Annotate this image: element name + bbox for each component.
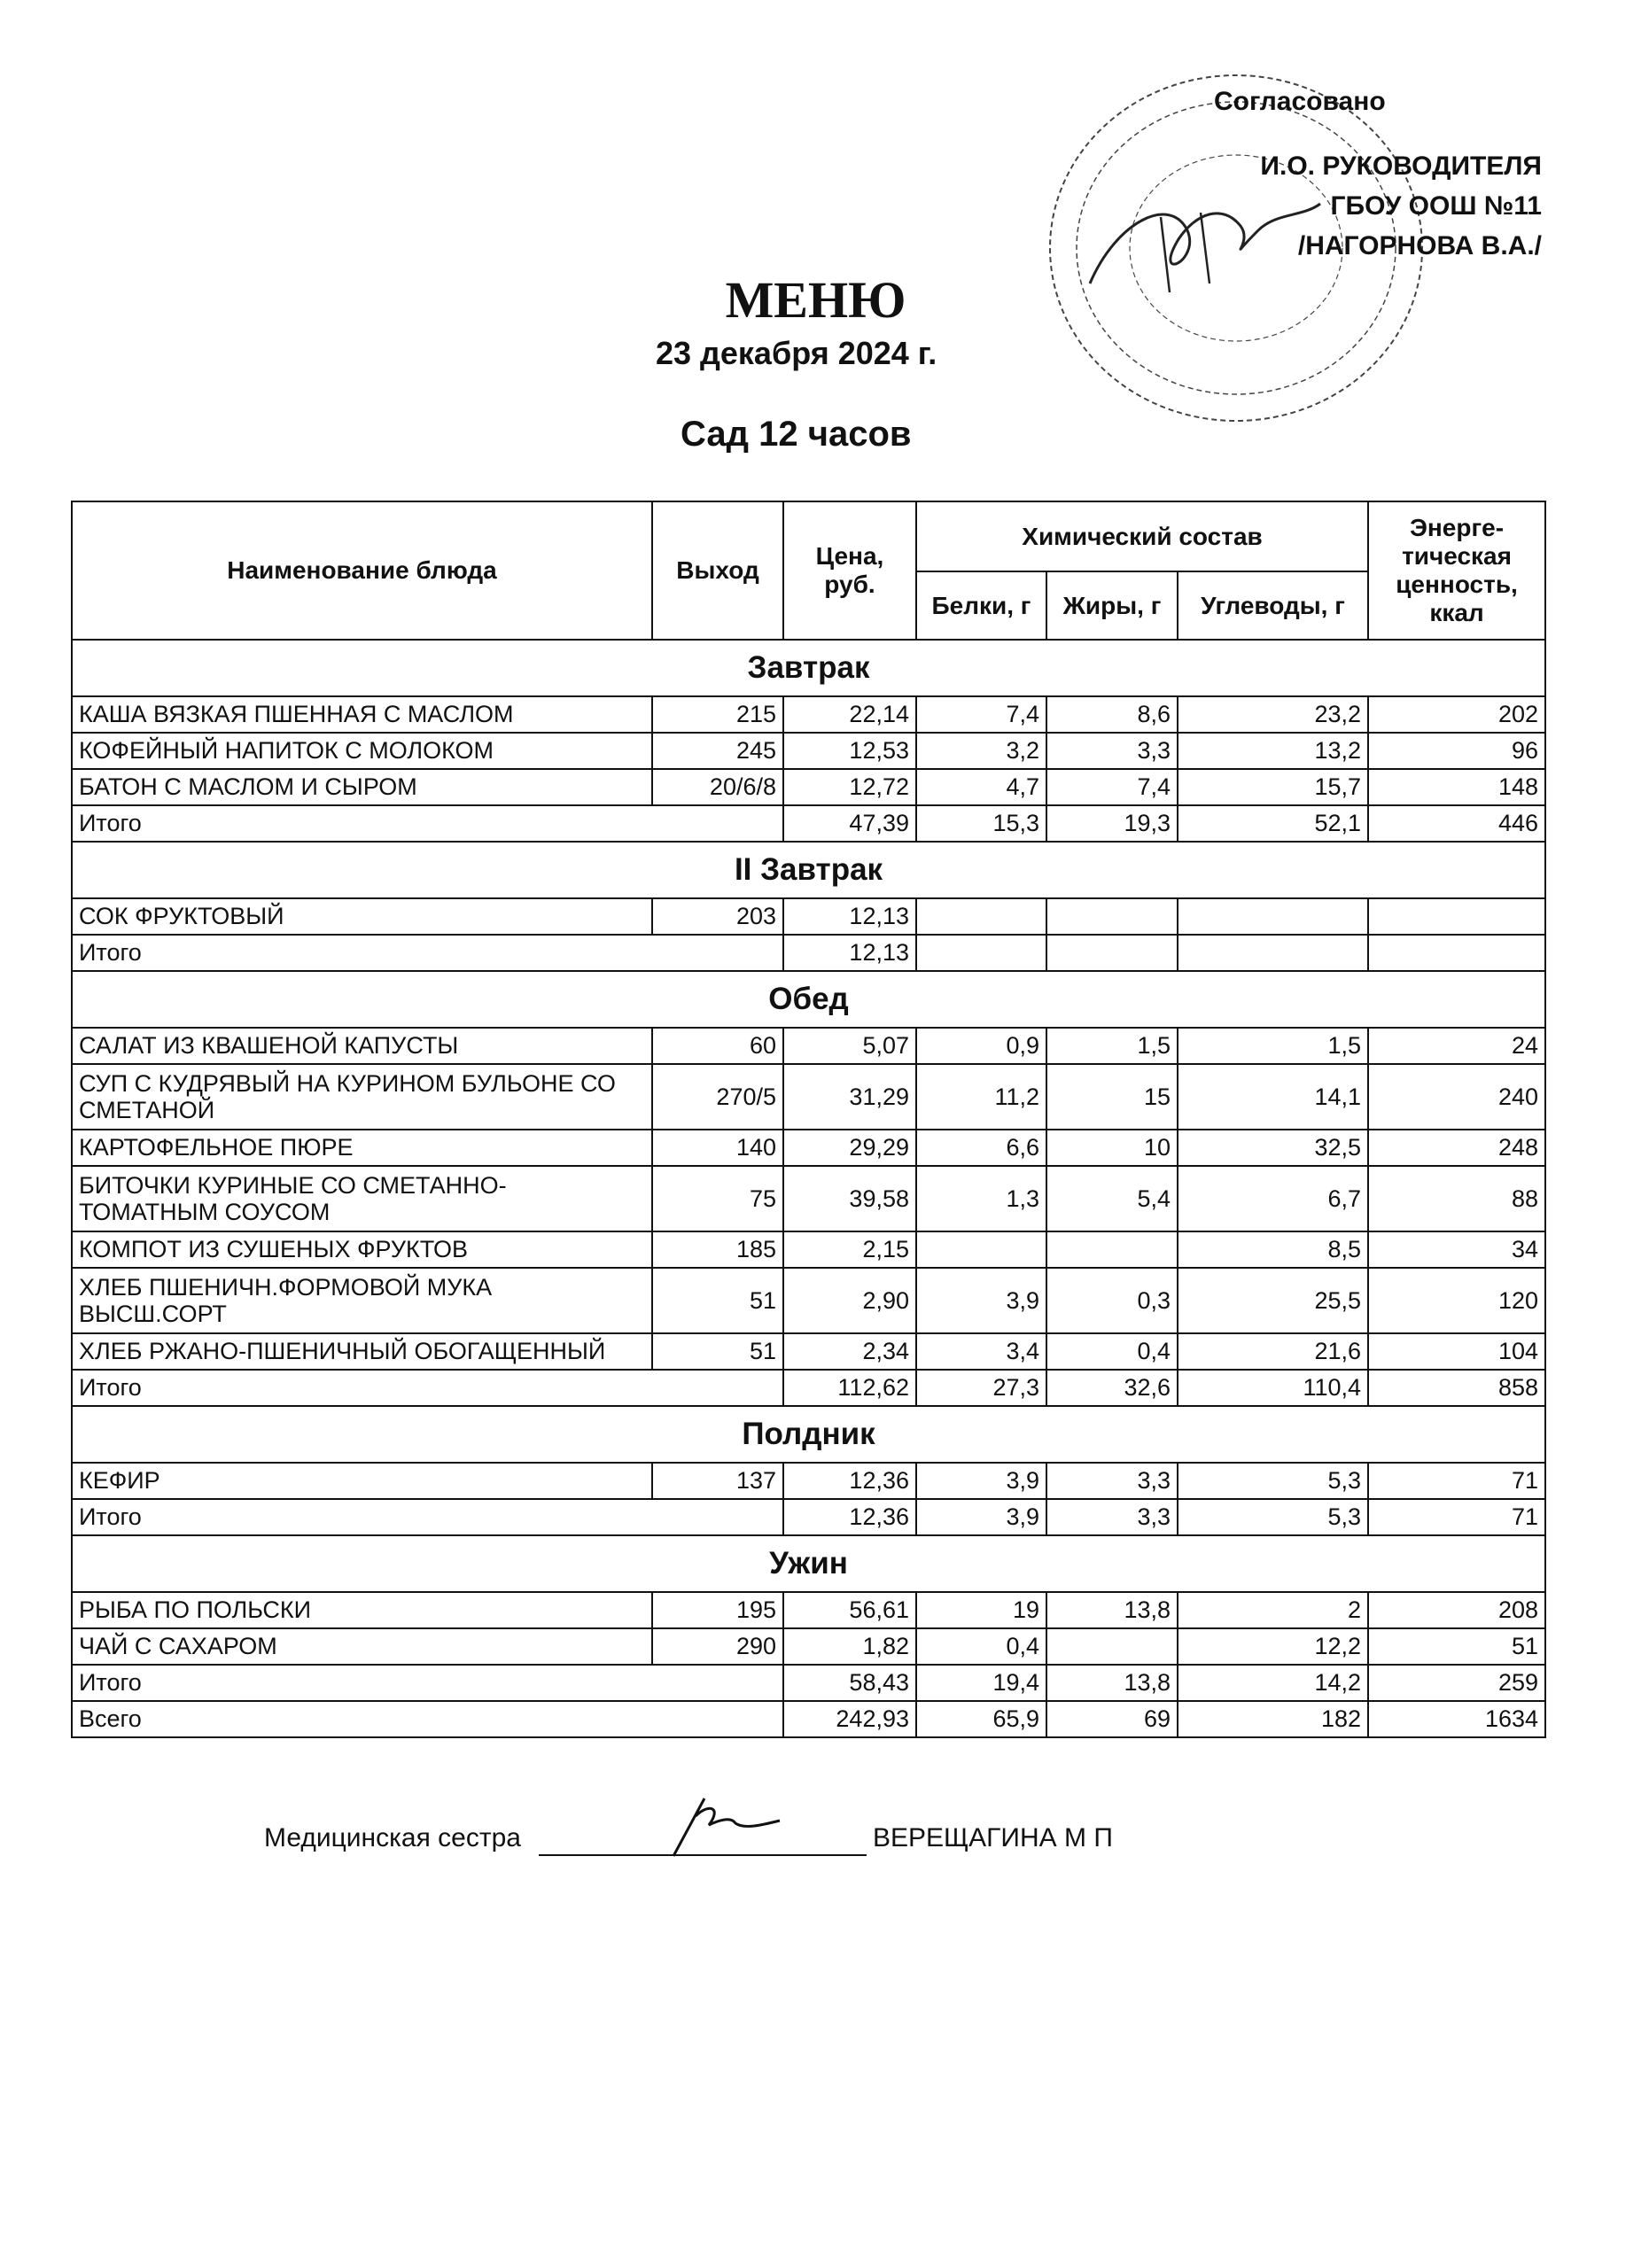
total-energy: 446 xyxy=(1368,805,1545,842)
dish-protein: 0,9 xyxy=(916,1028,1046,1064)
dish-fat: 15 xyxy=(1046,1064,1178,1130)
dish-price: 39,58 xyxy=(783,1166,916,1231)
dish-energy: 96 xyxy=(1368,733,1545,769)
dish-energy: 208 xyxy=(1368,1592,1545,1628)
dish-price: 2,90 xyxy=(783,1268,916,1333)
dish-yield: 195 xyxy=(652,1592,783,1628)
header-price: Цена, руб. xyxy=(783,501,916,640)
dish-name: ХЛЕБ ПШЕНИЧН.ФОРМОВОЙ МУКА ВЫСШ.СОРТ xyxy=(72,1268,652,1333)
dish-energy: 51 xyxy=(1368,1628,1545,1665)
menu-subtitle: Сад 12 часов xyxy=(681,415,912,454)
dish-protein: 6,6 xyxy=(916,1130,1046,1166)
total-fat xyxy=(1046,935,1178,971)
dish-energy: 240 xyxy=(1368,1064,1545,1130)
dish-price: 22,14 xyxy=(783,696,916,733)
table-row xyxy=(72,1028,1545,1064)
total-protein xyxy=(916,935,1046,971)
dish-name: ХЛЕБ РЖАНО-ПШЕНИЧНЫЙ ОБОГАЩЕННЫЙ xyxy=(72,1333,652,1370)
grand-total-carbs: 182 xyxy=(1178,1701,1368,1737)
dish-carbs: 1,5 xyxy=(1178,1028,1368,1064)
dish-name: САЛАТ ИЗ КВАШЕНОЙ КАПУСТЫ xyxy=(72,1028,652,1064)
dish-name: БАТОН С МАСЛОМ И СЫРОМ xyxy=(72,769,652,805)
table-row xyxy=(72,1592,1545,1628)
total-protein: 27,3 xyxy=(916,1370,1046,1406)
dish-protein xyxy=(916,1231,1046,1268)
table-row xyxy=(72,733,1545,769)
total-protein: 19,4 xyxy=(916,1665,1046,1701)
dish-carbs: 6,7 xyxy=(1178,1166,1368,1231)
dish-yield: 60 xyxy=(652,1028,783,1064)
dish-yield: 203 xyxy=(652,898,783,935)
dish-fat: 0,4 xyxy=(1046,1333,1178,1370)
total-label: Итого xyxy=(72,1499,783,1535)
total-label: Итого xyxy=(72,935,783,971)
handwritten-signature xyxy=(656,1790,789,1860)
dish-yield: 270/5 xyxy=(652,1064,783,1130)
header-fat: Жиры, г xyxy=(1046,571,1178,640)
dish-protein: 1,3 xyxy=(916,1166,1046,1231)
total-price: 58,43 xyxy=(783,1665,916,1701)
total-row xyxy=(72,805,1545,842)
dish-carbs: 23,2 xyxy=(1178,696,1368,733)
dish-energy: 88 xyxy=(1368,1166,1545,1231)
table-row xyxy=(72,1231,1545,1268)
nurse-name: ВЕРЕЩАГИНА М П xyxy=(873,1823,1113,1852)
dish-yield: 137 xyxy=(652,1463,783,1499)
section-title: Ужин xyxy=(72,1535,1545,1592)
total-carbs xyxy=(1178,935,1368,971)
total-price: 12,13 xyxy=(783,935,916,971)
dish-yield: 20/6/8 xyxy=(652,769,783,805)
dish-fat: 0,3 xyxy=(1046,1268,1178,1333)
total-fat: 3,3 xyxy=(1046,1499,1178,1535)
total-row xyxy=(72,1499,1545,1535)
dish-energy: 248 xyxy=(1368,1130,1545,1166)
dish-name: ЧАЙ С САХАРОМ xyxy=(72,1628,652,1665)
total-energy xyxy=(1368,935,1545,971)
section-title: Полдник xyxy=(72,1406,1545,1463)
dish-price: 1,82 xyxy=(783,1628,916,1665)
dish-fat xyxy=(1046,898,1178,935)
table-row xyxy=(72,696,1545,733)
dish-yield: 75 xyxy=(652,1166,783,1231)
dish-fat: 8,6 xyxy=(1046,696,1178,733)
dish-protein: 3,9 xyxy=(916,1463,1046,1499)
dish-carbs xyxy=(1178,898,1368,935)
dish-energy: 202 xyxy=(1368,696,1545,733)
grand-total-protein: 65,9 xyxy=(916,1701,1046,1737)
dish-carbs: 15,7 xyxy=(1178,769,1368,805)
dish-carbs: 32,5 xyxy=(1178,1130,1368,1166)
dish-price: 12,36 xyxy=(783,1463,916,1499)
section-title: II Завтрак xyxy=(72,842,1545,898)
table-row xyxy=(72,898,1545,935)
dish-name: СОК ФРУКТОВЫЙ xyxy=(72,898,652,935)
total-energy: 858 xyxy=(1368,1370,1545,1406)
dish-price: 12,53 xyxy=(783,733,916,769)
dish-price: 12,13 xyxy=(783,898,916,935)
dish-name: КАРТОФЕЛЬНОЕ ПЮРЕ xyxy=(72,1130,652,1166)
grand-total-price: 242,93 xyxy=(783,1701,916,1737)
dish-protein: 11,2 xyxy=(916,1064,1046,1130)
total-fat: 19,3 xyxy=(1046,805,1178,842)
dish-fat: 10 xyxy=(1046,1130,1178,1166)
nurse-label: Медицинская сестра xyxy=(264,1823,521,1852)
dish-name: КЕФИР xyxy=(72,1463,652,1499)
dish-name: КОМПОТ ИЗ СУШЕНЫХ ФРУКТОВ xyxy=(72,1231,652,1268)
dish-energy: 24 xyxy=(1368,1028,1545,1064)
dish-price: 12,72 xyxy=(783,769,916,805)
dish-name: КАША ВЯЗКАЯ ПШЕННАЯ С МАСЛОМ xyxy=(72,696,652,733)
table-row xyxy=(72,1130,1545,1166)
dish-price: 5,07 xyxy=(783,1028,916,1064)
dish-yield: 51 xyxy=(652,1333,783,1370)
total-price: 12,36 xyxy=(783,1499,916,1535)
dish-protein: 3,2 xyxy=(916,733,1046,769)
dish-fat xyxy=(1046,1628,1178,1665)
dish-fat: 3,3 xyxy=(1046,733,1178,769)
table-row xyxy=(72,1064,1545,1130)
total-row xyxy=(72,1665,1545,1701)
dish-fat: 5,4 xyxy=(1046,1166,1178,1231)
total-label: Итого xyxy=(72,805,783,842)
approval-org: ГБОУ ООШ №11 xyxy=(1330,191,1542,221)
dish-carbs: 14,1 xyxy=(1178,1064,1368,1130)
total-label: Итого xyxy=(72,1370,783,1406)
dish-energy xyxy=(1368,898,1545,935)
menu-table xyxy=(71,501,1546,1738)
total-row xyxy=(72,1370,1545,1406)
total-protein: 15,3 xyxy=(916,805,1046,842)
dish-carbs: 8,5 xyxy=(1178,1231,1368,1268)
dish-carbs: 13,2 xyxy=(1178,733,1368,769)
approval-title: Согласовано xyxy=(1214,87,1386,116)
dish-yield: 140 xyxy=(652,1130,783,1166)
total-energy: 259 xyxy=(1368,1665,1545,1701)
dish-protein xyxy=(916,898,1046,935)
dish-fat xyxy=(1046,1231,1178,1268)
dish-carbs: 2 xyxy=(1178,1592,1368,1628)
dish-price: 56,61 xyxy=(783,1592,916,1628)
table-row xyxy=(72,769,1545,805)
total-price: 47,39 xyxy=(783,805,916,842)
total-label: Итого xyxy=(72,1665,783,1701)
dish-fat: 7,4 xyxy=(1046,769,1178,805)
dish-price: 29,29 xyxy=(783,1130,916,1166)
approval-name: /НАГОРНОВА В.А./ xyxy=(1297,231,1542,260)
table-row xyxy=(72,1463,1545,1499)
dish-fat: 13,8 xyxy=(1046,1592,1178,1628)
menu-date: 23 декабря 2024 г. xyxy=(656,335,937,371)
dish-carbs: 12,2 xyxy=(1178,1628,1368,1665)
header-protein: Белки, г xyxy=(916,571,1046,640)
dish-fat: 1,5 xyxy=(1046,1028,1178,1064)
table-row xyxy=(72,1268,1545,1333)
grand-total-fat: 69 xyxy=(1046,1701,1178,1737)
dish-name: РЫБА ПО ПОЛЬСКИ xyxy=(72,1592,652,1628)
dish-price: 31,29 xyxy=(783,1064,916,1130)
header-yield: Выход xyxy=(652,501,783,640)
dish-price: 2,15 xyxy=(783,1231,916,1268)
dish-carbs: 25,5 xyxy=(1178,1268,1368,1333)
dish-energy: 34 xyxy=(1368,1231,1545,1268)
dish-name: СУП С КУДРЯВЫЙ НА КУРИНОМ БУЛЬОНЕ СО СМЕТАНОЙ xyxy=(72,1064,652,1130)
page-title: МЕНЮ xyxy=(725,271,906,329)
dish-protein: 3,9 xyxy=(916,1268,1046,1333)
dish-name: КОФЕЙНЫЙ НАПИТОК С МОЛОКОМ xyxy=(72,733,652,769)
table-row xyxy=(72,1166,1545,1231)
dish-protein: 19 xyxy=(916,1592,1046,1628)
total-energy: 71 xyxy=(1368,1499,1545,1535)
dish-energy: 120 xyxy=(1368,1268,1545,1333)
dish-protein: 3,4 xyxy=(916,1333,1046,1370)
grand-total-row xyxy=(72,1701,1545,1737)
dish-yield: 215 xyxy=(652,696,783,733)
dish-protein: 0,4 xyxy=(916,1628,1046,1665)
dish-name: БИТОЧКИ КУРИНЫЕ СО СМЕТАННО-ТОМАТНЫМ СОУСОМ xyxy=(72,1166,652,1231)
total-protein: 3,9 xyxy=(916,1499,1046,1535)
header-chem: Химический состав xyxy=(916,501,1368,571)
dish-energy: 104 xyxy=(1368,1333,1545,1370)
total-row xyxy=(72,935,1545,971)
dish-energy: 71 xyxy=(1368,1463,1545,1499)
dish-yield: 185 xyxy=(652,1231,783,1268)
dish-yield: 51 xyxy=(652,1268,783,1333)
dish-protein: 7,4 xyxy=(916,696,1046,733)
dish-carbs: 21,6 xyxy=(1178,1333,1368,1370)
total-carbs: 5,3 xyxy=(1178,1499,1368,1535)
table-header-row xyxy=(72,501,1545,571)
dish-protein: 4,7 xyxy=(916,769,1046,805)
approval-block xyxy=(1187,82,1542,266)
total-carbs: 110,4 xyxy=(1178,1370,1368,1406)
table-row xyxy=(72,1333,1545,1370)
total-carbs: 14,2 xyxy=(1178,1665,1368,1701)
grand-total-label: Всего xyxy=(72,1701,783,1737)
dish-yield: 245 xyxy=(652,733,783,769)
header-name: Наименование блюда xyxy=(72,501,652,640)
section-title: Обед xyxy=(72,971,1545,1028)
approval-position: И.О. РУКОВОДИТЕЛЯ xyxy=(1260,151,1542,181)
dish-yield: 290 xyxy=(652,1628,783,1665)
total-price: 112,62 xyxy=(783,1370,916,1406)
section-title: Завтрак xyxy=(72,640,1545,696)
dish-fat: 3,3 xyxy=(1046,1463,1178,1499)
dish-carbs: 5,3 xyxy=(1178,1463,1368,1499)
grand-total-energy: 1634 xyxy=(1368,1701,1545,1737)
total-fat: 32,6 xyxy=(1046,1370,1178,1406)
table-row xyxy=(72,1628,1545,1665)
total-fat: 13,8 xyxy=(1046,1665,1178,1701)
dish-energy: 148 xyxy=(1368,769,1545,805)
total-carbs: 52,1 xyxy=(1178,805,1368,842)
header-energy: Энерге-тическая ценность, ккал xyxy=(1368,501,1545,640)
header-carbs: Углеводы, г xyxy=(1178,571,1368,640)
dish-price: 2,34 xyxy=(783,1333,916,1370)
